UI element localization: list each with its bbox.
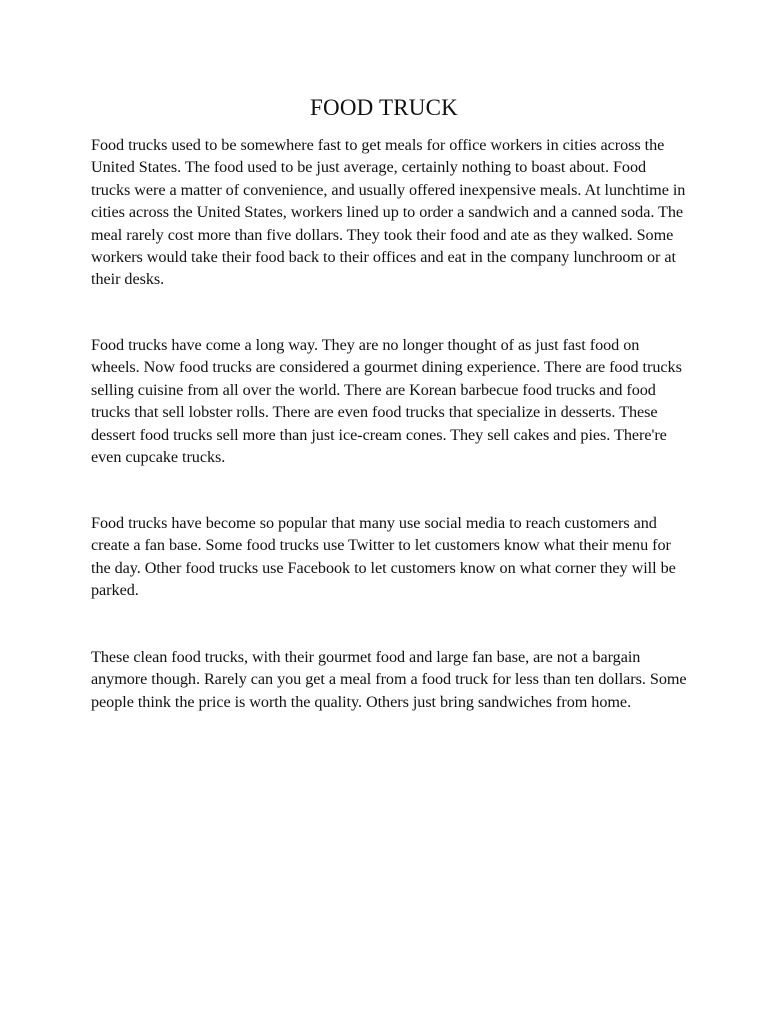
document-title: FOOD TRUCK bbox=[310, 95, 458, 120]
paragraph-3: Food trucks have become so popular that many use social media to reach customers and create a fan base. Some food trucks use Twitter to let customers know what their menu for the day. Other food trucks use Facebook to let customers know on what corner they will be parked. bbox=[91, 514, 676, 600]
paragraph-4: These clean food trucks, with their gourmet food and large fan base, are not a bargain anymore though. Rarely can you get a meal from a food truck for less than ten dollars. Some people think the price is worth the quality. Others just bring sandwiches from home. bbox=[91, 648, 687, 711]
paragraph-1: Food trucks used to be somewhere fast to get meals for office workers in cities across the United States. The food used to be just average, certainly nothing to boast about. Food trucks were a matter of convenience, and usually offered inexpensive meals. At lunchtime in cities across the United States, workers lined up to order a sandwich and a canned soda. The meal rarely cost more than five dollars. They took their food and ate as they walked. Some workers would take their food back to their offices and eat in the company lunchroom or at their desks. bbox=[91, 136, 686, 289]
paragraph-2: Food trucks have come a long way. They are no longer thought of as just fast food on wheels. Now food trucks are considered a gourmet dining experience. There are food trucks selling cuisine from all over the world. There are Korean barbecue food trucks and food trucks that sell lobster rolls. There are even food trucks that specialize in desserts. These dessert food trucks sell more than just ice-cream cones. They sell cakes and pies. There're even cupcake trucks. bbox=[91, 336, 682, 467]
